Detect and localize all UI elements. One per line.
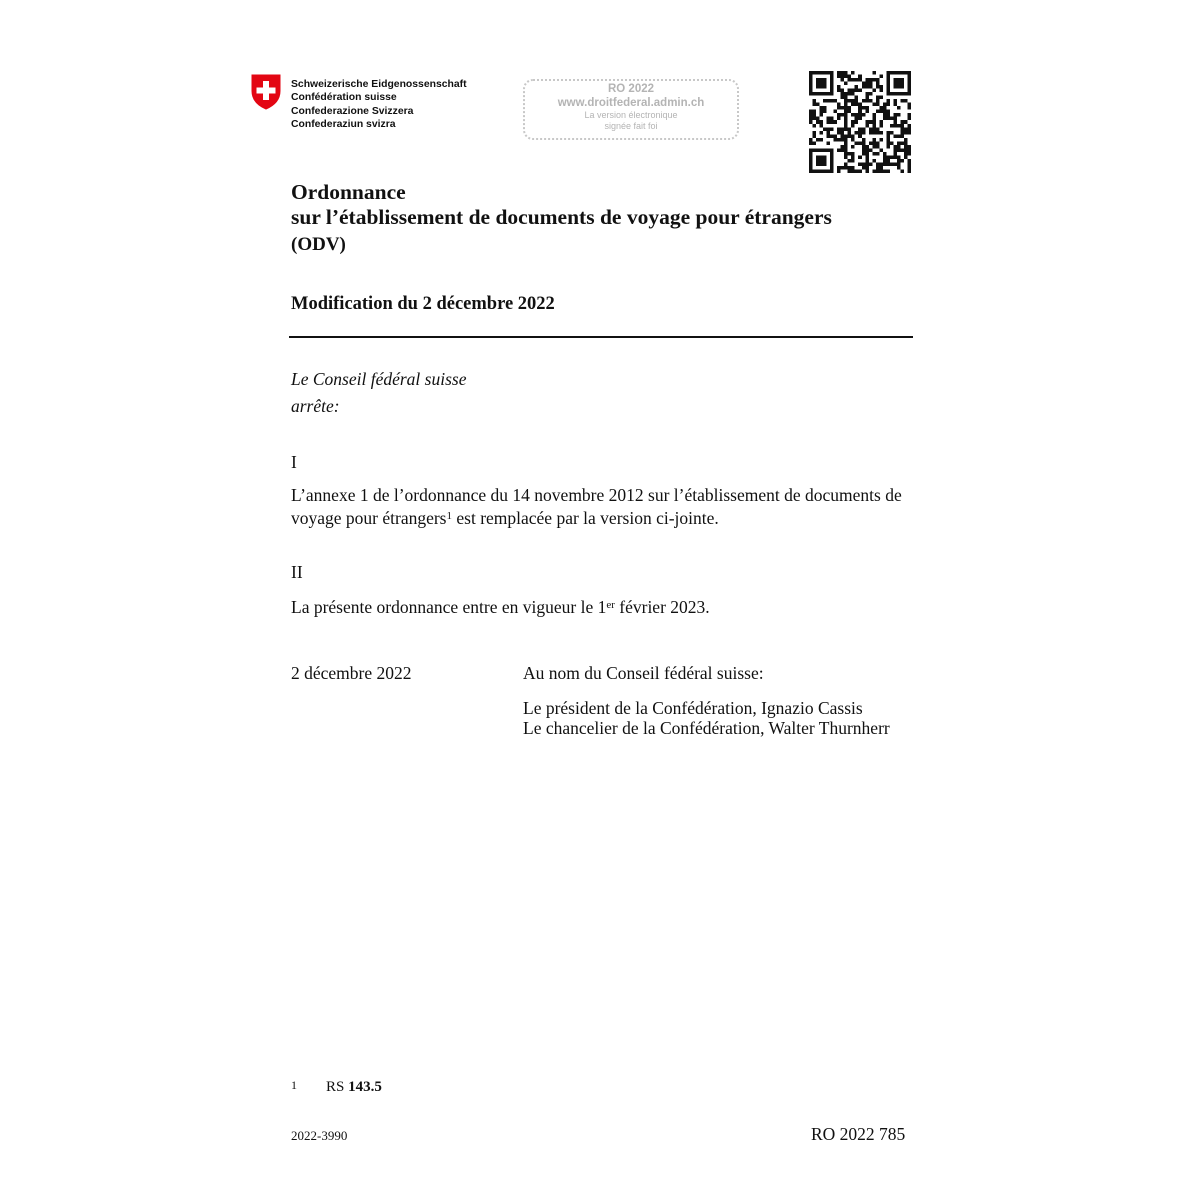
qr-code-icon bbox=[809, 71, 911, 173]
title-divider bbox=[289, 336, 913, 338]
document-number: 2022-3990 bbox=[291, 1128, 348, 1143]
section-text-2 bbox=[291, 595, 916, 618]
footnote-text bbox=[326, 1079, 382, 1096]
preamble-line-2: arrête: bbox=[291, 396, 340, 416]
ordinal-superscript: er bbox=[606, 599, 615, 611]
signature-date: 2 décembre 2022 bbox=[291, 663, 412, 683]
publication-stamp bbox=[523, 79, 739, 140]
title-line-2: sur l’établissement de documents de voyage pour étrangers bbox=[291, 205, 832, 229]
preamble bbox=[291, 366, 466, 420]
section-1-text-start: L’annexe 1 de l’ordonnance du 14 novembre 2012 sur l’établissement de documents de voyage pour étrangers bbox=[291, 485, 902, 528]
confederation-name-rm: Confederaziun svizra bbox=[291, 118, 396, 130]
swiss-coat-of-arms-icon bbox=[251, 74, 281, 110]
footnote-reference[interactable]: 1 bbox=[446, 510, 452, 522]
section-number-2: II bbox=[291, 562, 303, 582]
stamp-note-line2: signée fait foi bbox=[604, 121, 658, 131]
on-behalf-of: Au nom du Conseil fédéral suisse: bbox=[523, 663, 764, 683]
confederation-name-fr: Confédération suisse bbox=[291, 92, 397, 104]
preamble-line-1: Le Conseil fédéral suisse bbox=[291, 369, 467, 389]
title-abbreviation: (ODV) bbox=[291, 234, 346, 255]
stamp-note-line1: La version électronique bbox=[584, 110, 678, 120]
section-2-text-start: La présente ordonnance entre en vigueur le 1 bbox=[291, 597, 607, 617]
modification-date: Modification du 2 décembre 2022 bbox=[291, 294, 555, 314]
footnote-rs-number[interactable]: 143.5 bbox=[348, 1079, 382, 1095]
footnote-number: 1 bbox=[291, 1078, 297, 1092]
section-1-text-end: est remplacée par la version ci-jointe. bbox=[452, 508, 719, 528]
section-2-text-end: février 2023. bbox=[614, 597, 710, 617]
title-line-1: Ordonnance bbox=[291, 180, 406, 204]
footnote-prefix: RS bbox=[326, 1079, 349, 1095]
signature-block bbox=[523, 663, 890, 738]
stamp-website: www.droitfederal.admin.ch bbox=[557, 97, 705, 109]
chancellor-signature: Le chancelier de la Confédération, Walter Thurnherr bbox=[523, 718, 890, 738]
confederation-names bbox=[291, 78, 467, 131]
president-signature: Le président de la Confédération, Ignazio Cassis bbox=[523, 698, 863, 718]
stamp-ro-year: RO 2022 bbox=[607, 83, 655, 95]
ro-reference: RO 2022 785 bbox=[811, 1124, 906, 1144]
confederation-name-de: Schweizerische Eidgenossenschaft bbox=[291, 79, 467, 90]
section-text-1 bbox=[291, 485, 916, 529]
confederation-name-it: Confederazione Svizzera bbox=[291, 105, 414, 117]
section-number-1: I bbox=[291, 452, 297, 472]
document-title bbox=[291, 180, 832, 257]
